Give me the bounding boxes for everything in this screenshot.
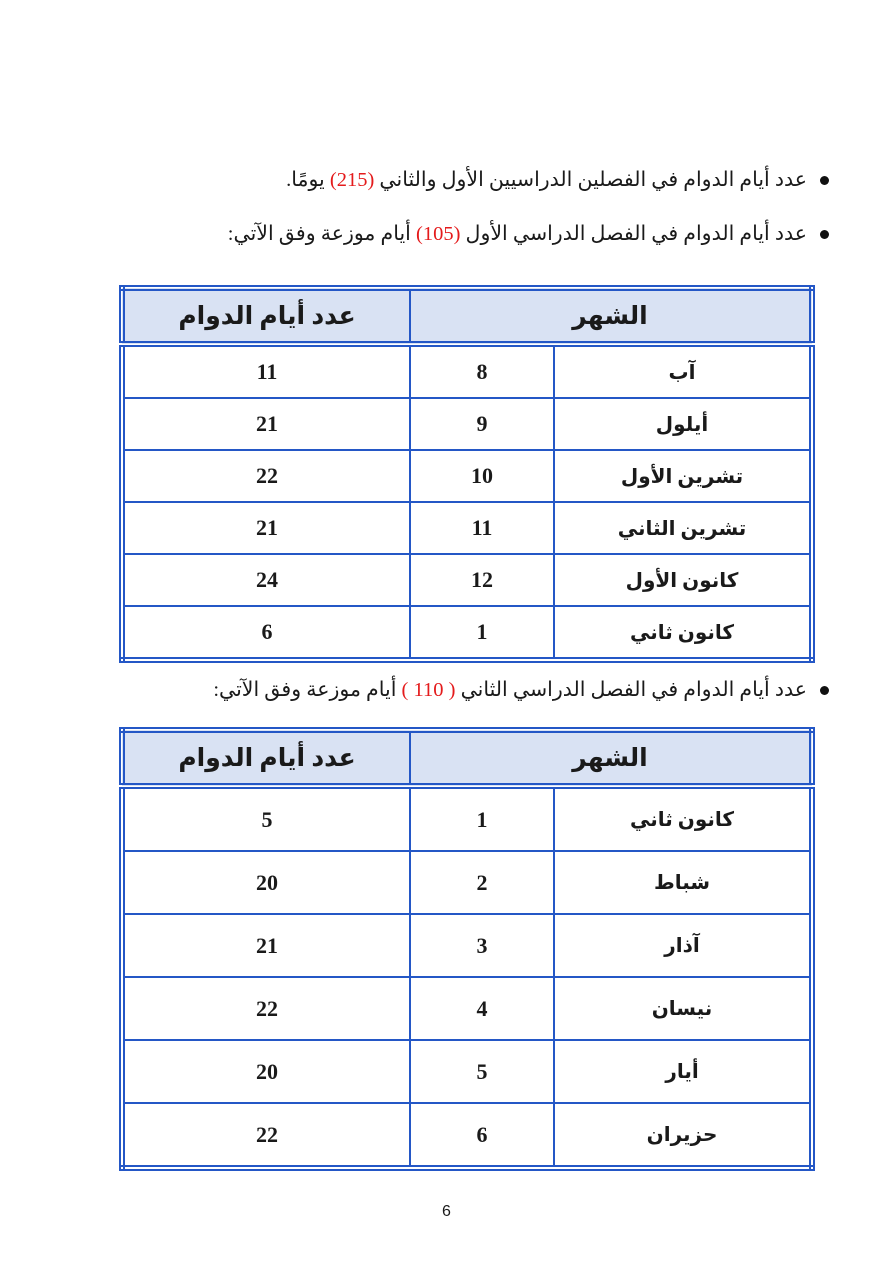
cell-month-name: شباط	[554, 851, 812, 914]
bullet-item-total-days	[64, 161, 829, 199]
cell-month-name: تشرين الأول	[554, 450, 812, 502]
cell-month-number: 3	[410, 914, 554, 977]
cell-days: 24	[122, 554, 410, 606]
cell-month-number: 6	[410, 1103, 554, 1168]
top-bullet-list	[64, 161, 829, 253]
bullet-text-pre: عدد أيام الدوام في الفصل الدراسي الثاني	[455, 679, 807, 701]
cell-month-name: تشرين الثاني	[554, 502, 812, 554]
bullet-text	[213, 671, 807, 709]
cell-month-name: أيار	[554, 1040, 812, 1103]
bullet-highlight-number: (105)	[416, 223, 461, 245]
cell-month-name: أيلول	[554, 398, 812, 450]
cell-month-number: 11	[410, 502, 554, 554]
table-row	[122, 344, 812, 398]
table-row	[122, 398, 812, 450]
bullet-text-pre: عدد أيام الدوام في الفصلين الدراسيين الأول والثاني	[374, 169, 807, 191]
month-header-cell: الشهر	[410, 730, 812, 786]
cell-month-number: 1	[410, 786, 554, 851]
table-row	[122, 554, 812, 606]
cell-days: 11	[122, 344, 410, 398]
cell-days: 6	[122, 606, 410, 660]
month-header-cell: الشهر	[410, 288, 812, 344]
cell-month-name: آب	[554, 344, 812, 398]
cell-month-name: حزيران	[554, 1103, 812, 1168]
table-row	[122, 606, 812, 660]
cell-month-number: 4	[410, 977, 554, 1040]
cell-days: 5	[122, 786, 410, 851]
bullet-icon	[820, 176, 829, 185]
bullet-item-second-semester	[64, 671, 829, 709]
cell-month-name: كانون ثاني	[554, 786, 812, 851]
table-header-row	[122, 288, 812, 344]
table-row	[122, 1103, 812, 1168]
cell-days: 22	[122, 1103, 410, 1168]
cell-month-number: 9	[410, 398, 554, 450]
bullet-text-post: أيام موزعة وفق الآتي:	[213, 679, 402, 701]
table-row	[122, 450, 812, 502]
table-header-row	[122, 730, 812, 786]
bullet-icon	[820, 686, 829, 695]
bullet-text	[228, 215, 807, 253]
table-row	[122, 977, 812, 1040]
cell-days: 20	[122, 851, 410, 914]
bullet-text-post: أيام موزعة وفق الآتي:	[227, 223, 417, 245]
table-row	[122, 502, 812, 554]
table-row	[122, 851, 812, 914]
cell-month-number: 1	[410, 606, 554, 660]
bullet-item-first-semester	[64, 215, 829, 253]
table-row	[122, 786, 812, 851]
cell-month-number: 2	[410, 851, 554, 914]
cell-days: 21	[122, 398, 410, 450]
cell-days: 20	[122, 1040, 410, 1103]
days-header-cell: عدد أيام الدوام	[122, 288, 410, 344]
bullet-text-post: يومًا.	[286, 169, 330, 191]
cell-month-number: 12	[410, 554, 554, 606]
first-semester-table	[119, 285, 815, 663]
days-header-cell: عدد أيام الدوام	[122, 730, 410, 786]
cell-month-name: كانون ثاني	[554, 606, 812, 660]
cell-month-name: نيسان	[554, 977, 812, 1040]
second-semester-table	[119, 727, 815, 1171]
cell-month-name: كانون الأول	[554, 554, 812, 606]
cell-month-name: آذار	[554, 914, 812, 977]
cell-month-number: 10	[410, 450, 554, 502]
page-number: 6	[442, 1203, 451, 1220]
table-row	[122, 914, 812, 977]
cell-month-number: 8	[410, 344, 554, 398]
cell-days: 21	[122, 502, 410, 554]
bullet-text-pre: عدد أيام الدوام في الفصل الدراسي الأول	[460, 223, 807, 245]
bullet-text	[286, 161, 807, 199]
cell-days: 22	[122, 977, 410, 1040]
cell-days: 21	[122, 914, 410, 977]
cell-days: 22	[122, 450, 410, 502]
bullet-highlight-number: ( 110 )	[401, 679, 456, 701]
table-row	[122, 1040, 812, 1103]
bullet-icon	[820, 230, 829, 239]
cell-month-number: 5	[410, 1040, 554, 1103]
bullet-highlight-number: (215)	[329, 169, 375, 191]
